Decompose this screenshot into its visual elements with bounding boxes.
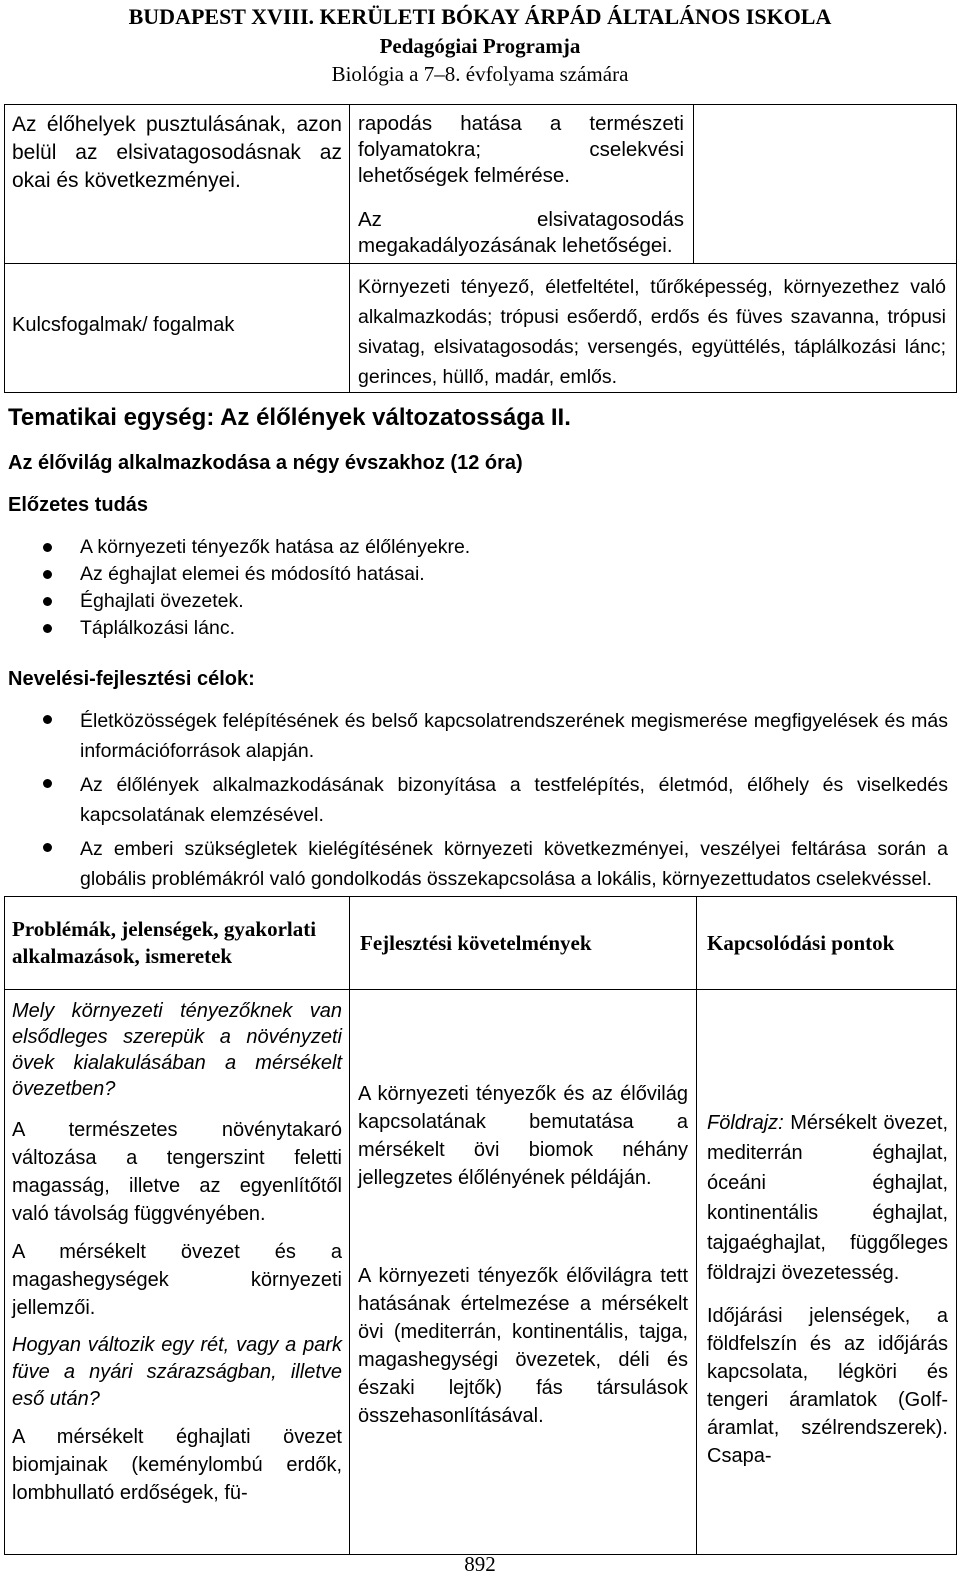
main-table: [4, 896, 957, 1555]
program-title: Pedagógiai Programja: [379, 34, 581, 58]
problems-cell: [5, 990, 350, 1555]
topic-title: Tematikai egység: Az élőlények változatossága II.: [8, 404, 571, 431]
bullet-icon: [43, 843, 52, 852]
topic-subtitle: Az élővilág alkalmazkodása a négy évszakhoz (12 óra): [8, 452, 523, 474]
list-item: Az emberi szükségletek kielégítésének környezeti következményei, veszélyei feltárása során a globális problémákról való gondolkodás összekapcsolása a lokális, környezettudatos cselekvéssel.: [8, 834, 948, 894]
key-concepts-label-cell: [5, 264, 350, 393]
key-concepts-cell: [350, 264, 957, 393]
page-number: 892: [464, 1552, 496, 1576]
bullet-icon: [43, 779, 52, 788]
paragraph-biomes: A mérsékelt éghajlati övezet biomjainak (keménylombú erdők, lombhullató erdőségek, fü-: [12, 1426, 342, 1504]
connection-geography: [697, 990, 956, 1288]
development-goals-list: [8, 706, 948, 898]
main-table-row: [5, 990, 957, 1555]
empty-cell: [694, 105, 957, 264]
school-title: BUDAPEST XVIII. KERÜLETI BÓKAY ÁRPÁD ÁLTALÁNOS ISKOLA: [128, 4, 832, 29]
requirement-1: A környezeti tényezők és az élővilág kapcsolatának bemutatása a mérsékelt övi biomok néhány jellegzetes élőlényének példáján.: [358, 1083, 688, 1189]
requirements-cell: [350, 990, 697, 1555]
habitat-text: Az élőhelyek pusztulásának, azon belül az elsivatagosodásnak az okai és következményei.: [12, 113, 342, 192]
list-item: Életközösségek felépítésének és belső kapcsolatrendszerének megismerése megfigyelések és más információforrások alapján.: [8, 706, 948, 766]
subject-subtitle: Biológia a 7–8. évfolyama számára: [331, 62, 629, 86]
header-problems: Problémák, jelenségek, gyakorlati alkalmazások, ismeretek: [5, 897, 350, 990]
bullet-icon: [43, 715, 52, 724]
habitat-cell: [5, 105, 350, 264]
question-2: Hogyan változik egy rét, vagy a park füve a nyári szárazságban, illetve eső után?: [12, 1334, 342, 1410]
development-goals-label: Nevelési-fejlesztési célok:: [8, 668, 255, 690]
list-item: Éghajlati övezetek.: [8, 588, 948, 615]
question-1: Mely környezeti tényezőknek van elsődleges szerepük a növényzeti övek kialakulásában a mérsékelt övezetben?: [12, 1000, 342, 1100]
desertification-text-1: rapodás hatása a természeti folyamatokra; cselekvési lehetőségek felmérése.: [358, 112, 684, 187]
key-concepts-text: Környezeti tényező, életfeltétel, tűrőképesség, környezethez való alkalmazkodás; trópusi esőerdő, erdős és füves szavanna, trópusi sivatag, elsivatagosodás; versengés, együttélés, táplálkozási lánc; gerinces, hüllő, madár, emlős.: [358, 276, 946, 388]
geography-text: Mérsékelt övezet, mediterrán éghajlat, óceáni éghajlat, kontinentális éghajlat, tajgaéghajlat, függőleges földrajzi övezetesség.: [707, 1112, 948, 1284]
main-table-header-row: [5, 897, 957, 990]
prior-knowledge-list: [8, 534, 948, 642]
list-item: A környezeti tényezők hatása az élőlényekre.: [8, 534, 948, 561]
paragraph-temperate: A mérsékelt övezet és a magashegységek környezeti jellemzői.: [12, 1241, 342, 1319]
key-concepts-label: Kulcsfogalmak/ fogalmak: [12, 314, 235, 336]
header-connections: Kapcsolódási pontok: [697, 897, 957, 990]
header-requirements: Fejlesztési követelmények: [350, 897, 697, 990]
list-item: Az élőlények alkalmazkodásának bizonyítása a testfelépítés, életmód, élőhely és viselkedés kapcsolatának elemzésével.: [8, 770, 948, 830]
paragraph-vegetation: A természetes növénytakaró változása a tengerszint feletti magasság, illetve az egyenlítőtől való távolság függvényében.: [12, 1119, 342, 1225]
connection-weather: Időjárási jelenségek, a földfelszín és az időjárás kapcsolata, légköri és tengeri áramlatok (Golf-áramlat, szélrendszerek). Csapa-: [707, 1305, 948, 1467]
top-table-row-1: [5, 105, 957, 264]
requirement-2: A környezeti tényezők élővilágra tett hatásának értelmezése a mérsékelt övi (mediterrán, kontinentális, tajga, magashegységi övezetek, déli és északi lejtők) fás társulások összehasonlításával.: [358, 1265, 688, 1427]
bullet-icon: [43, 597, 52, 606]
list-item: Táplálkozási lánc.: [8, 615, 948, 642]
top-table-row-2: [5, 264, 957, 393]
geography-label: Földrajz:: [707, 1112, 784, 1134]
desertification-cell: [350, 105, 694, 264]
desertification-text-2: Az elsivatagosodás megakadályozásának lehetőségei.: [358, 208, 684, 257]
prior-knowledge-label: Előzetes tudás: [8, 494, 149, 516]
bullet-icon: [43, 570, 52, 579]
list-item: Az éghajlat elemei és módosító hatásai.: [8, 561, 948, 588]
bullet-icon: [43, 543, 52, 552]
top-table: [4, 104, 957, 393]
connections-cell: [697, 990, 957, 1555]
bullet-icon: [43, 624, 52, 633]
